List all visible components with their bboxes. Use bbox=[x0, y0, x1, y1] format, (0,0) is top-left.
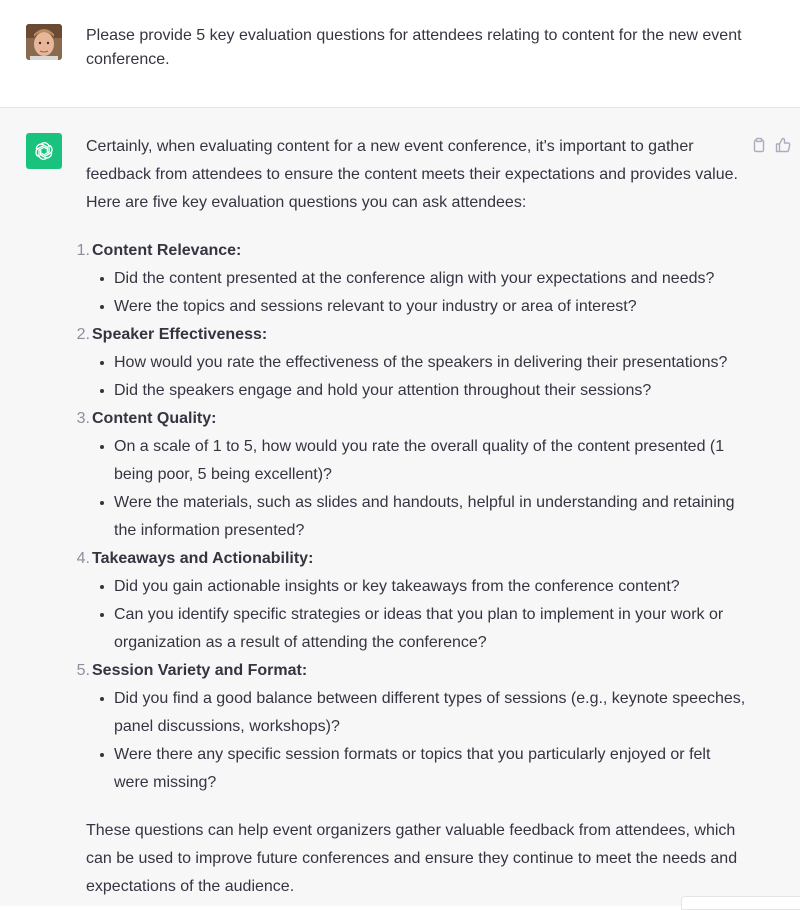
question-bullets bbox=[92, 265, 746, 321]
bullet-item: Were the materials, such as slides and handouts, helpful in understanding and retaining the information presented? bbox=[114, 489, 746, 545]
question-heading: Takeaways and Actionability: bbox=[92, 550, 314, 567]
bullet-item: Did you gain actionable insights or key takeaways from the conference content? bbox=[114, 573, 746, 601]
bullet-item: Did you find a good balance between different types of sessions (e.g., keynote speeches, panel discussions, workshops)? bbox=[114, 685, 746, 741]
bullet-item: Did the speakers engage and hold your attention throughout their sessions? bbox=[114, 377, 746, 405]
question-item bbox=[76, 545, 746, 657]
question-heading: Speaker Effectiveness: bbox=[92, 326, 268, 343]
intro-paragraph: Certainly, when evaluating content for a new event conference, it's important to gather feedback from attendees to ensure the content meets their expectations and provides value. Here are five key evaluation questions you can ask attendees: bbox=[86, 138, 738, 211]
question-number: 5. bbox=[76, 662, 90, 679]
assistant-avatar bbox=[26, 133, 62, 169]
question-bullets bbox=[92, 685, 746, 797]
assistant-message-content bbox=[76, 133, 746, 901]
question-heading: Content Relevance: bbox=[92, 242, 242, 259]
question-number: 4. bbox=[76, 550, 90, 567]
question-number: 2. bbox=[76, 326, 90, 343]
user-avatar bbox=[26, 24, 62, 60]
scroll-to-bottom-area bbox=[681, 896, 800, 910]
user-message-text: Please provide 5 key evaluation questions for attendees relating to content for the new event conference. bbox=[86, 27, 742, 68]
question-bullets bbox=[92, 573, 746, 657]
openai-logo-icon bbox=[33, 140, 55, 162]
bullet-item: How would you rate the effectiveness of the speakers in delivering their presentations? bbox=[114, 349, 746, 377]
question-heading: Content Quality: bbox=[92, 410, 217, 427]
question-bullets bbox=[92, 433, 746, 545]
question-item bbox=[76, 657, 746, 797]
thumbs-up-icon bbox=[775, 137, 791, 153]
bullet-item: Were the topics and sessions relevant to your industry or area of interest? bbox=[114, 293, 746, 321]
question-bullets bbox=[92, 349, 746, 405]
conclusion-paragraph: These questions can help event organizers gather valuable feedback from attendees, which can be used to improve future conferences and ensure they continue to meet the needs and expectations of the audience. bbox=[86, 822, 738, 895]
bullet-item: Were there any specific session formats or topics that you particularly enjoyed or felt were missing? bbox=[114, 741, 746, 797]
question-item bbox=[76, 237, 746, 321]
bullet-item: Can you identify specific strategies or ideas that you plan to implement in your work or organization as a result of attending the conference? bbox=[114, 601, 746, 657]
question-item bbox=[76, 321, 746, 405]
message-actions bbox=[750, 136, 792, 154]
questions-list bbox=[76, 237, 746, 797]
bullet-item: On a scale of 1 to 5, how would you rate the overall quality of the content presented (1 being poor, 5 being excellent)? bbox=[114, 433, 746, 489]
question-heading: Session Variety and Format: bbox=[92, 662, 308, 679]
assistant-message bbox=[0, 108, 800, 906]
question-number: 1. bbox=[76, 242, 90, 259]
copy-button[interactable] bbox=[750, 136, 768, 154]
user-message bbox=[0, 0, 800, 108]
copy-icon bbox=[751, 137, 767, 153]
bullet-item: Did the content presented at the conference align with your expectations and needs? bbox=[114, 265, 746, 293]
question-number: 3. bbox=[76, 410, 90, 427]
question-item bbox=[76, 405, 746, 545]
thumbs-up-button[interactable] bbox=[774, 136, 792, 154]
